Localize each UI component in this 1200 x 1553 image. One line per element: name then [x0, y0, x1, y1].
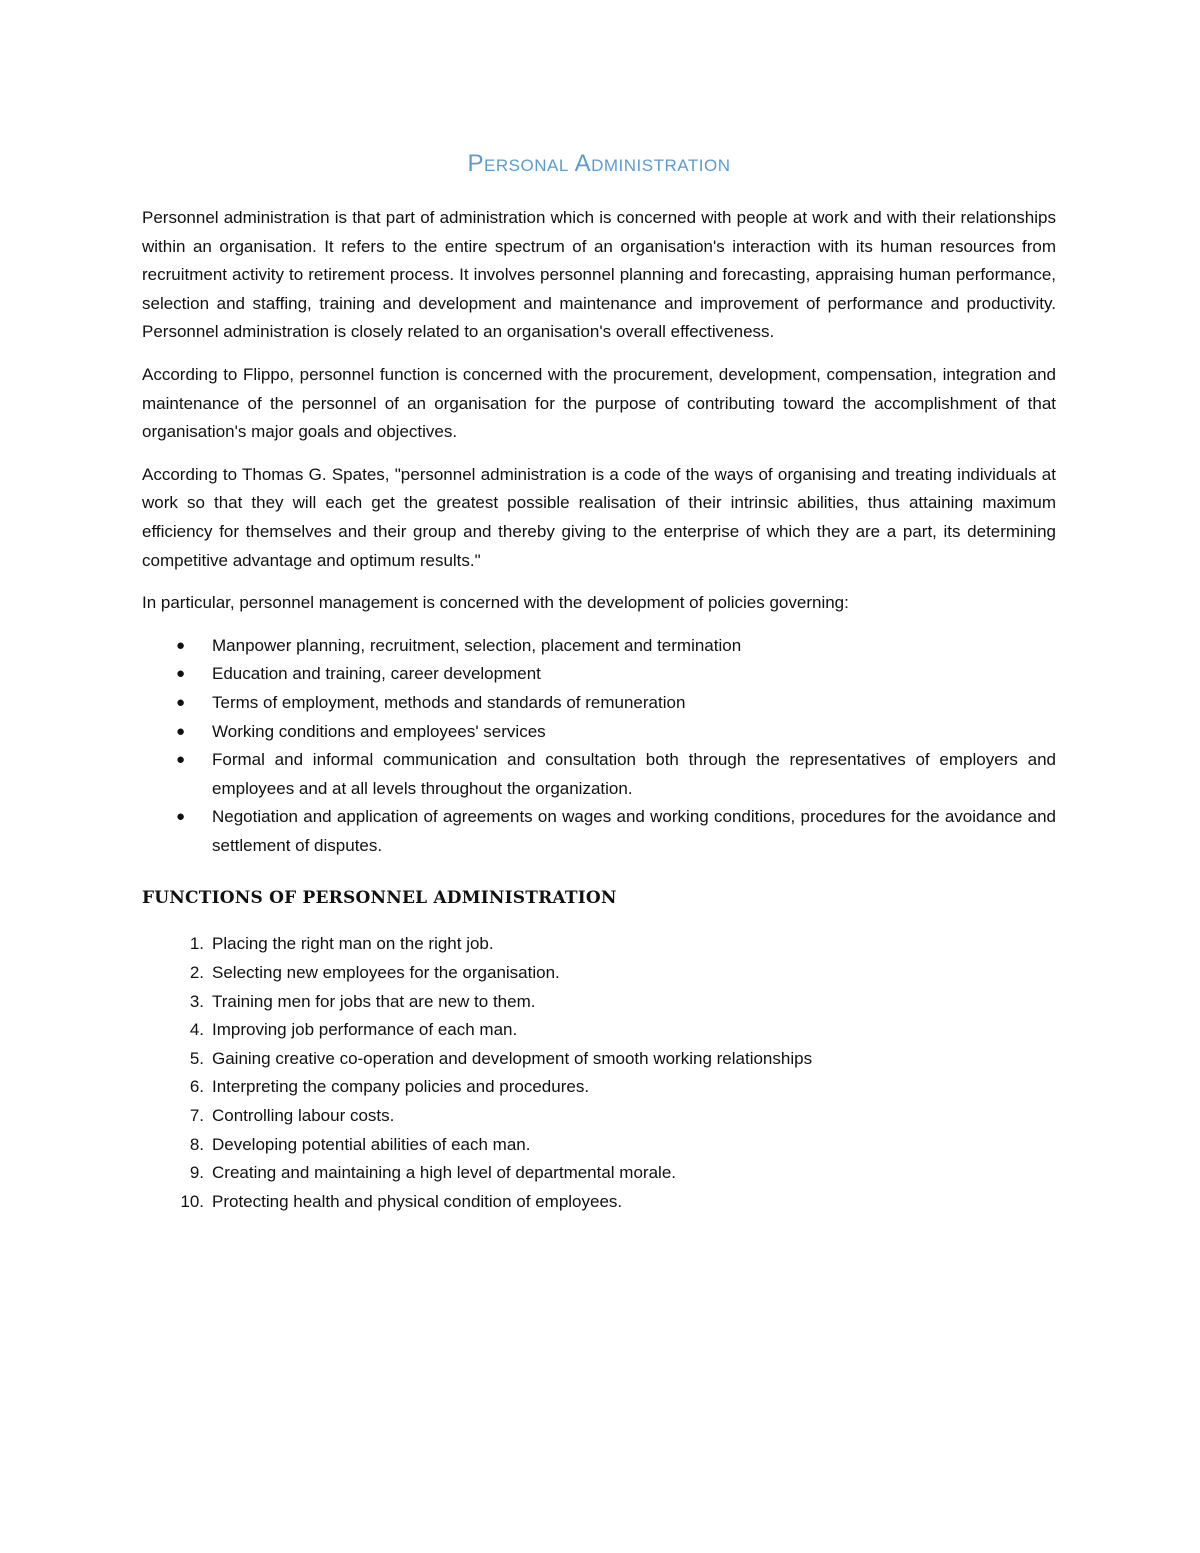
list-item: 3. Training men for jobs that are new to them. [142, 988, 1056, 1017]
list-number: 3. [189, 991, 204, 1011]
bullet-icon: ● [176, 665, 186, 683]
list-number: 7. [189, 1106, 204, 1126]
bullet-icon: ● [176, 693, 186, 711]
list-item: 7. Controlling labour costs. [142, 1102, 1056, 1131]
spates-paragraph: According to Thomas G. Spates, "personnel administration is a code of the ways of organising and treating individuals at work so that they will each get the greatest possible realisation of their intrinsic abilities, thus attaining maximum efficiency for themselves and their group and thereby giving to the enterprise of which they are a part, its determining competitive advantage and optimum results." [142, 464, 1056, 570]
list-number: 4. [189, 1020, 204, 1040]
intro-paragraph: Personnel administration is that part of administration which is concerned with people at work and with their relationships within an organisation. It refers to the entire spectrum of an organisation's interaction with its human resources from recruitment activity to retirement process. It involves personnel planning and forecasting, appraising human performance, selection and staffing, training and development and maintenance and improvement of performance and productivity. Personnel administration is closely related to an organisation's overall effectiveness. [142, 208, 1056, 342]
bullet-icon: ● [176, 751, 186, 769]
list-item: ● Manpower planning, recruitment, selection, placement and termination [142, 632, 1056, 661]
list-number: 5. [189, 1048, 204, 1068]
page-title [142, 146, 1056, 182]
list-item: ● Terms of employment, methods and standards of remuneration [142, 689, 1056, 718]
list-item: 2. Selecting new employees for the organisation. [142, 959, 1056, 988]
bullet-icon: ● [176, 808, 186, 826]
policies-intro-paragraph: In particular, personnel management is concerned with the development of policies governing: [142, 593, 849, 613]
list-number: 8. [189, 1134, 204, 1154]
list-item: ● Formal and informal communication and consultation both through the representatives of employers and employees and at all levels throughout the organization. [142, 746, 1056, 803]
flippo-paragraph: According to Flippo, personnel function is concerned with the procurement, development, compensation, integration and maintenance of the personnel of an organisation for the purpose of contributing toward the accomplishment of that organisation's major goals and objectives. [142, 364, 1056, 442]
list-number: 9. [189, 1163, 204, 1183]
list-number: 6. [189, 1077, 204, 1097]
list-item: ● Education and training, career development [142, 660, 1056, 689]
policy-bullet-list [142, 632, 1056, 861]
list-item: 5. Gaining creative co-operation and development of smooth working relationships [142, 1045, 1056, 1074]
list-item: ● Negotiation and application of agreements on wages and working conditions, procedures for the avoidance and settlement of disputes. [142, 803, 1056, 860]
list-number: 1. [189, 934, 204, 954]
list-number: 10. [180, 1191, 204, 1211]
list-item: 1. Placing the right man on the right job. [142, 930, 1056, 959]
page-title-text: Personal Administration [467, 150, 731, 177]
functions-heading: FUNCTIONS OF PERSONNEL ADMINISTRATION [142, 888, 617, 909]
bullet-icon: ● [176, 636, 186, 654]
list-number: 2. [189, 963, 204, 983]
list-item: 10. Protecting health and physical condition of employees. [142, 1188, 1056, 1217]
list-item: 4. Improving job performance of each man. [142, 1016, 1056, 1045]
functions-list [142, 930, 1056, 1216]
list-item: 6. Interpreting the company policies and procedures. [142, 1073, 1056, 1102]
bullet-icon: ● [176, 722, 186, 740]
list-item: ● Working conditions and employees' services [142, 718, 1056, 747]
list-item: 8. Developing potential abilities of each man. [142, 1131, 1056, 1160]
list-item: 9. Creating and maintaining a high level of departmental morale. [142, 1159, 1056, 1188]
